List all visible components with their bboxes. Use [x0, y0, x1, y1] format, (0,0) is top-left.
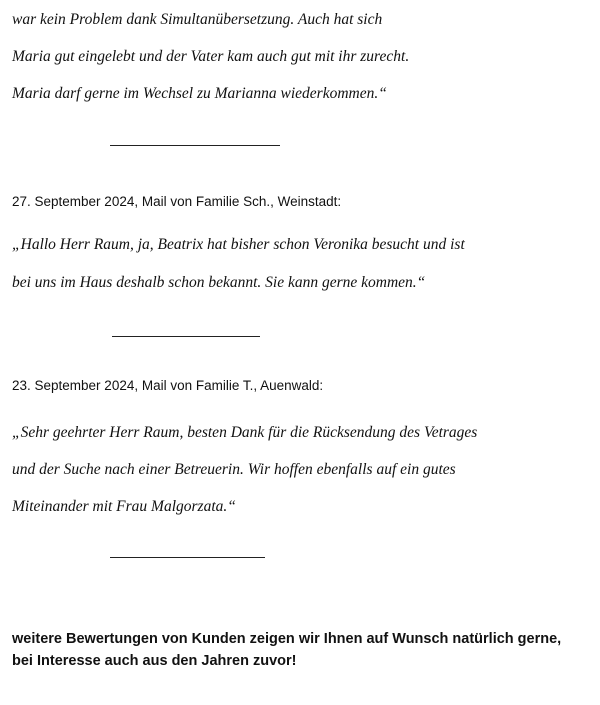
- quote-line: Miteinander mit Frau Malgorzata.“: [12, 498, 236, 515]
- review-header: 27. September 2024, Mail von Familie Sch., Weinstadt:: [12, 194, 342, 209]
- quote-line: war kein Problem dank Simultanübersetzung. Auch hat sich: [12, 11, 383, 28]
- quote-line: bei uns im Haus deshalb schon bekannt. Sie kann gerne kommen.“: [12, 274, 426, 291]
- quote-line: Maria darf gerne im Wechsel zu Marianna wiederkommen.“: [12, 85, 387, 102]
- footer-note: bei Interesse auch aus den Jahren zuvor!: [12, 653, 297, 669]
- quote-line: Maria gut eingelebt und der Vater kam auch gut mit ihr zurecht.: [12, 48, 410, 65]
- separator-line: [112, 336, 260, 337]
- review-header: 23. September 2024, Mail von Familie T., Auenwald:: [12, 378, 324, 393]
- separator-line: [110, 145, 280, 146]
- quote-line: „Sehr geehrter Herr Raum, besten Dank für die Rücksendung des Vetrages: [12, 424, 478, 441]
- separator-line: [110, 557, 265, 558]
- footer-note: weitere Bewertungen von Kunden zeigen wir Ihnen auf Wunsch natürlich gerne,: [12, 631, 562, 647]
- quote-line: und der Suche nach einer Betreuerin. Wir hoffen ebenfalls auf ein gutes: [12, 461, 456, 478]
- quote-line: „Hallo Herr Raum, ja, Beatrix hat bisher schon Veronika besucht und ist: [12, 236, 465, 253]
